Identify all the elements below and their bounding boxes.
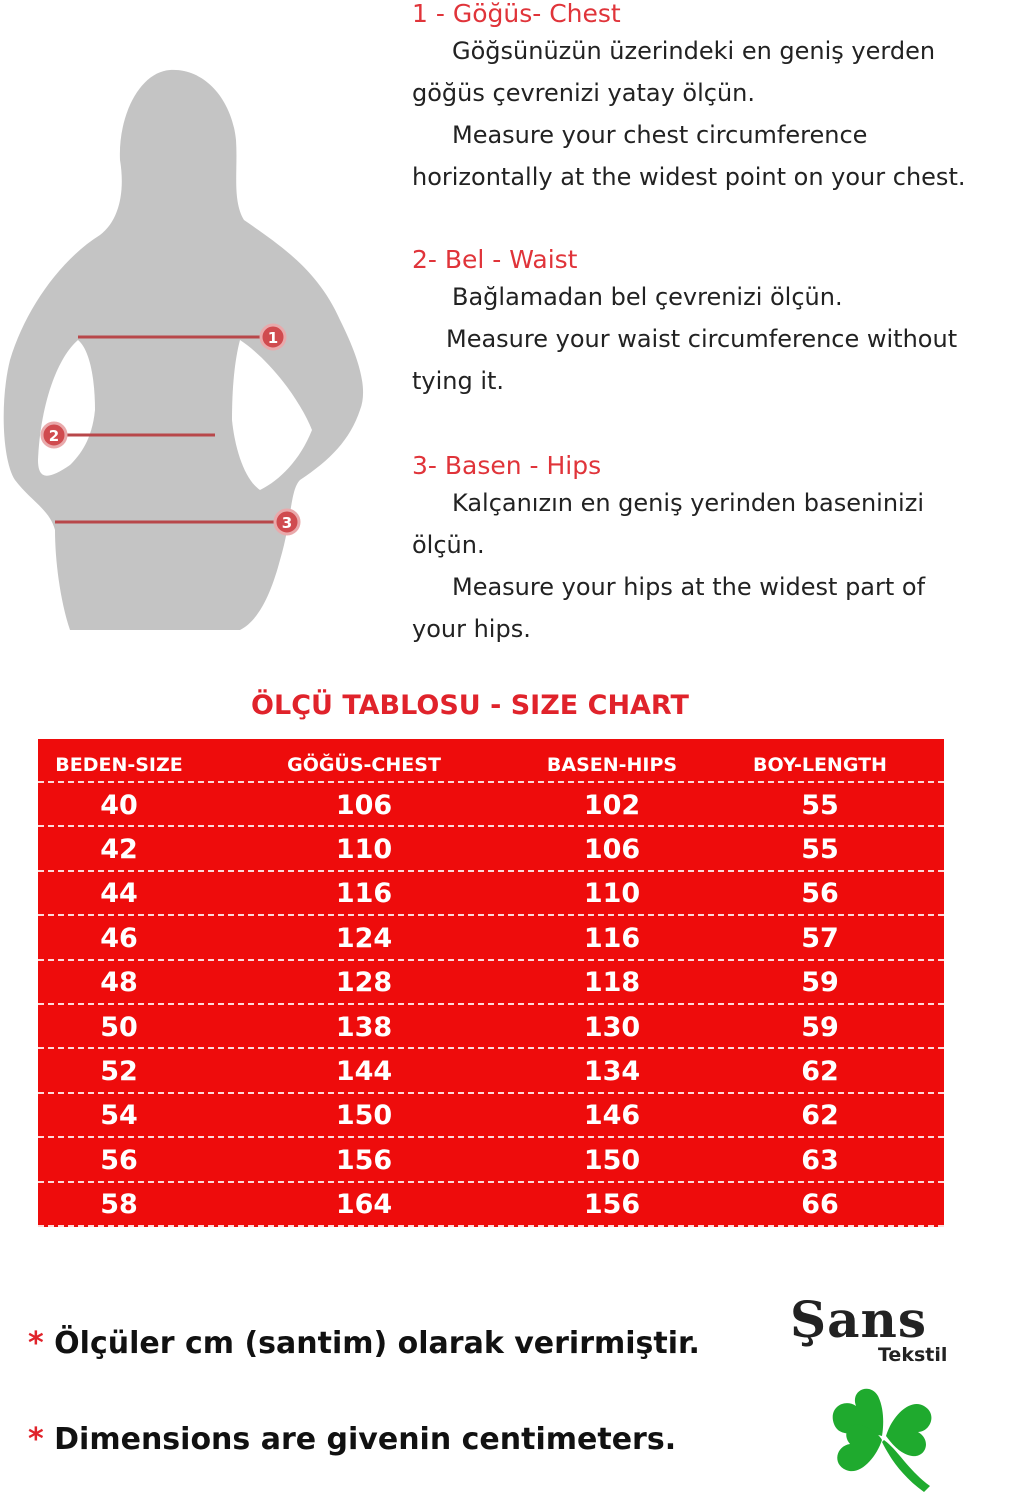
hips-tr-line1: Kalçanızın en geniş yerinden baseninizi xyxy=(452,489,924,517)
cell-size: 58 xyxy=(100,1189,138,1221)
note-star: * xyxy=(28,1326,44,1361)
cell-size: 52 xyxy=(100,1056,138,1088)
cell-length: 56 xyxy=(801,878,839,910)
cell-chest: 164 xyxy=(335,1189,393,1221)
hips-title: 3- Basen - Hips xyxy=(412,451,602,480)
clover-icon xyxy=(820,1380,950,1498)
cell-hips: 156 xyxy=(583,1189,641,1221)
cell-chest: 156 xyxy=(335,1144,393,1176)
cell-hips: 150 xyxy=(583,1144,641,1176)
cell-size: 48 xyxy=(100,967,138,999)
silhouette xyxy=(4,70,363,630)
table-row xyxy=(38,1183,944,1227)
cell-hips: 102 xyxy=(583,789,641,821)
waist-section xyxy=(412,244,1032,402)
table-row xyxy=(38,783,944,827)
cell-size: 50 xyxy=(100,1011,138,1043)
note-units-tr-text: Ölçüler cm (santim) olarak verirmiştir. xyxy=(54,1326,700,1361)
marker-1-label: 1 xyxy=(267,329,279,347)
body-measurement-figure xyxy=(0,60,380,630)
header-size: BEDEN-SIZE xyxy=(55,754,183,776)
marker-1 xyxy=(261,325,285,349)
cell-length: 59 xyxy=(801,967,839,999)
note-units-en xyxy=(28,1422,676,1457)
cell-length: 59 xyxy=(801,1011,839,1043)
size-chart-table xyxy=(38,739,944,1227)
table-row xyxy=(38,872,944,916)
cell-length: 66 xyxy=(801,1189,839,1221)
cell-chest: 144 xyxy=(335,1056,393,1088)
note-star: * xyxy=(28,1422,44,1457)
cell-chest: 106 xyxy=(335,789,393,821)
chest-en-line2: horizontally at the widest point on your chest. xyxy=(412,163,966,191)
marker-2-label: 2 xyxy=(48,427,60,445)
cell-length: 63 xyxy=(801,1144,839,1176)
cell-hips: 118 xyxy=(583,967,641,999)
waist-title: 2- Bel - Waist xyxy=(412,245,578,274)
cell-size: 54 xyxy=(100,1100,138,1132)
cell-size: 46 xyxy=(100,922,138,954)
note-units-en-text: Dimensions are givenin centimeters. xyxy=(54,1422,677,1457)
marker-3 xyxy=(275,510,299,534)
brand-logo xyxy=(790,1290,990,1500)
cell-length: 62 xyxy=(801,1100,839,1132)
cell-size: 44 xyxy=(100,878,138,910)
header-hips: BASEN-HIPS xyxy=(546,754,678,776)
note-units-tr xyxy=(28,1326,700,1361)
table-row xyxy=(38,1005,944,1049)
header-chest: GÖĞÜS-CHEST xyxy=(287,754,441,776)
waist-tr-line1: Bağlamadan bel çevrenizi ölçün. xyxy=(452,283,843,311)
hips-en-line2: your hips. xyxy=(412,615,531,643)
cell-size: 56 xyxy=(100,1144,138,1176)
cell-length: 55 xyxy=(801,834,839,866)
table-row xyxy=(38,827,944,871)
logo-subtitle: Tekstil xyxy=(878,1344,948,1366)
cell-chest: 138 xyxy=(335,1011,393,1043)
table-row xyxy=(38,1094,944,1138)
marker-3-label: 3 xyxy=(281,514,293,532)
size-chart-title: ÖLÇÜ TABLOSU - SIZE CHART xyxy=(251,690,689,721)
cell-chest: 116 xyxy=(335,878,393,910)
header-length: BOY-LENGTH xyxy=(753,754,887,776)
cell-length: 55 xyxy=(801,789,839,821)
cell-length: 62 xyxy=(801,1056,839,1088)
cell-hips: 110 xyxy=(583,878,641,910)
hips-section xyxy=(412,450,1032,650)
table-row xyxy=(38,1138,944,1182)
cell-chest: 128 xyxy=(335,967,393,999)
cell-size: 42 xyxy=(100,834,138,866)
hips-en-line1: Measure your hips at the widest part of xyxy=(452,573,926,601)
table-row xyxy=(38,1049,944,1093)
cell-chest: 110 xyxy=(335,834,393,866)
chest-section xyxy=(412,0,1032,198)
chest-en-line1: Measure your chest circumference xyxy=(452,121,868,149)
cell-length: 57 xyxy=(801,922,839,954)
chest-title: 1 - Göğüs- Chest xyxy=(412,0,621,28)
chest-tr-line2: göğüs çevrenizi yatay ölçün. xyxy=(412,79,755,107)
cell-hips: 106 xyxy=(583,834,641,866)
table-header-row xyxy=(38,739,944,783)
cell-size: 40 xyxy=(100,789,138,821)
waist-en-line1: Measure your waist circumference without xyxy=(446,325,958,353)
cell-hips: 116 xyxy=(583,922,641,954)
cell-chest: 150 xyxy=(335,1100,393,1132)
marker-2 xyxy=(42,423,66,447)
table-row xyxy=(38,961,944,1005)
cell-hips: 134 xyxy=(583,1056,641,1088)
table-row xyxy=(38,916,944,960)
chest-tr-line1: Göğsünüzün üzerindeki en geniş yerden xyxy=(452,37,936,65)
cell-chest: 124 xyxy=(335,922,393,954)
silhouette-illustration xyxy=(0,60,380,630)
logo-name: Şans xyxy=(790,1290,928,1349)
cell-hips: 130 xyxy=(583,1011,641,1043)
hips-tr-line2: ölçün. xyxy=(412,531,485,559)
cell-hips: 146 xyxy=(583,1100,641,1132)
waist-en-line2: tying it. xyxy=(412,367,505,395)
